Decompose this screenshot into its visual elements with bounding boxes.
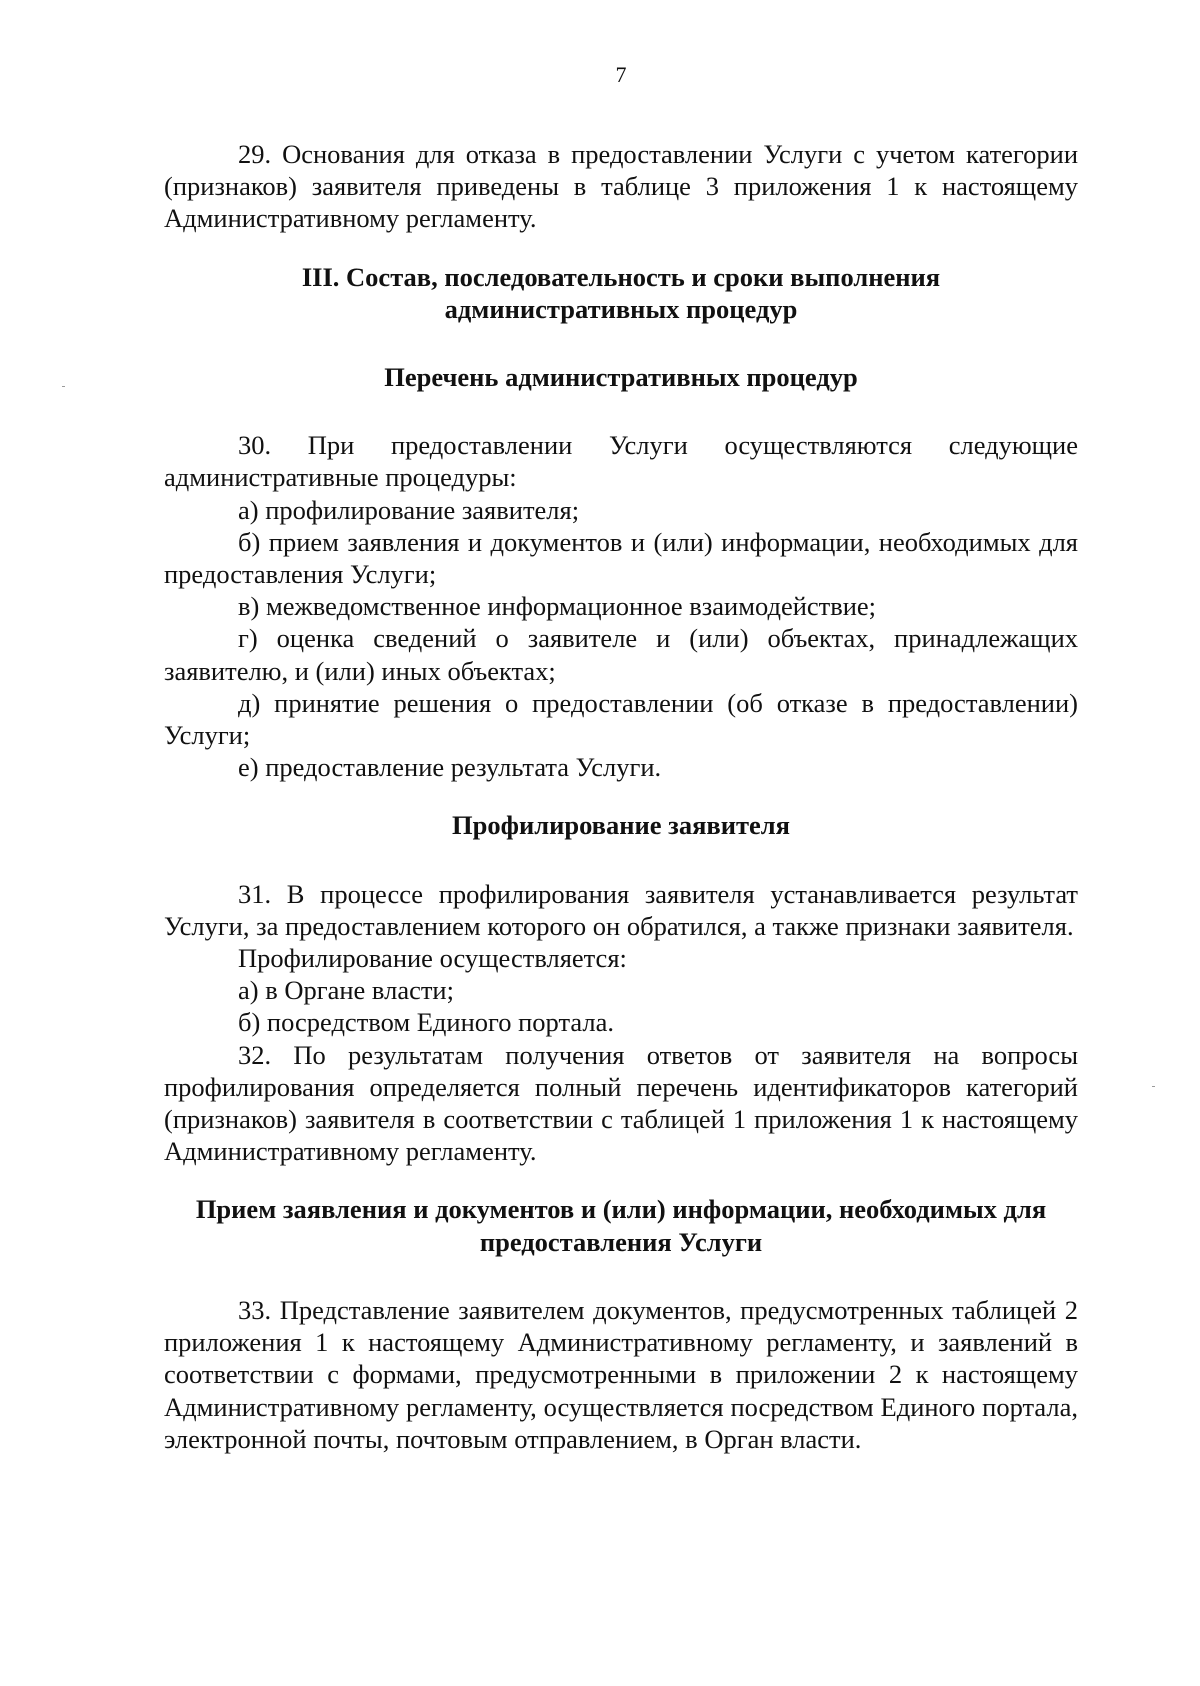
subheading-application-intake-line-2: предоставления Услуги [479,1226,763,1257]
list-item-v: в) межведомственное информационное взаимодействие; [238,591,877,622]
paragraph-31: 31. В процессе профилирования заявителя устанавливается результат Услуги, за предоставлением которого он обратился, а также признаки заявителя. [164,878,1078,941]
list-item-b: б) прием заявления и документов и (или) информации, необходимых для предоставления Услуги; [164,526,1078,590]
section-heading-iii-line-1: III. Состав, последовательность и сроки выполнения [301,261,941,292]
subheading-procedure-list: Перечень административных процедур [384,362,858,393]
list-item-d: д) принятие решения о предоставлении (об отказе в предоставлении) Услуги; [164,687,1078,751]
subheading-application-intake-line-1: Прием заявления и документов и (или) информации, необходимых для [195,1194,1047,1225]
list-item-a: а) профилирование заявителя; [238,494,580,525]
paragraph-33: 33. Представление заявителем документов, предусмотренных таблицей 2 приложения 1 к настоящему Административному регламенту, и заявлений в соответствии с формами, предусмотренными в приложении 2 к настоящему Административному регламенту, осуществляется посредством Единого портала, электронной почты, почтовым отправлением, в Орган власти. [164,1294,1078,1454]
paragraph-32: 32. По результатам получения ответов от заявителя на вопросы профилирования определяется полный перечень идентификаторов категорий (признаков) заявителя в соответствии с таблицей 1 приложения 1 к настоящему Административному регламенту. [164,1039,1078,1167]
paragraph-profiling-intro: Профилирование осуществляется: [238,943,627,974]
section-heading-iii [164,261,1078,325]
subheading-applicant-profiling: Профилирование заявителя [452,810,790,841]
scan-artifact [1152,1086,1155,1087]
section-heading-iii-line-2: административных процедур [444,293,798,324]
list-item-e: е) предоставление результата Услуги. [238,752,662,783]
document-page [164,0,1078,1686]
paragraph-29: 29. Основания для отказа в предоставлении Услуги с учетом категории (признаков) заявителя приведены в таблице 3 приложения 1 к настоящему Административному регламенту. [164,139,1078,234]
profiling-item-b: б) посредством Единого портала. [238,1007,614,1038]
paragraph-30: 30. При предоставлении Услуги осуществляются следующие административные процедуры: [164,430,1078,493]
subheading-application-intake [164,1193,1078,1257]
document-body [164,138,1078,1455]
profiling-item-a: а) в Органе власти; [238,975,454,1006]
page-number: 7 [615,62,627,87]
scan-artifact [62,386,65,387]
list-item-g: г) оценка сведений о заявителе и (или) объектах, принадлежащих заявителю, и (или) иных объектах; [164,623,1078,686]
